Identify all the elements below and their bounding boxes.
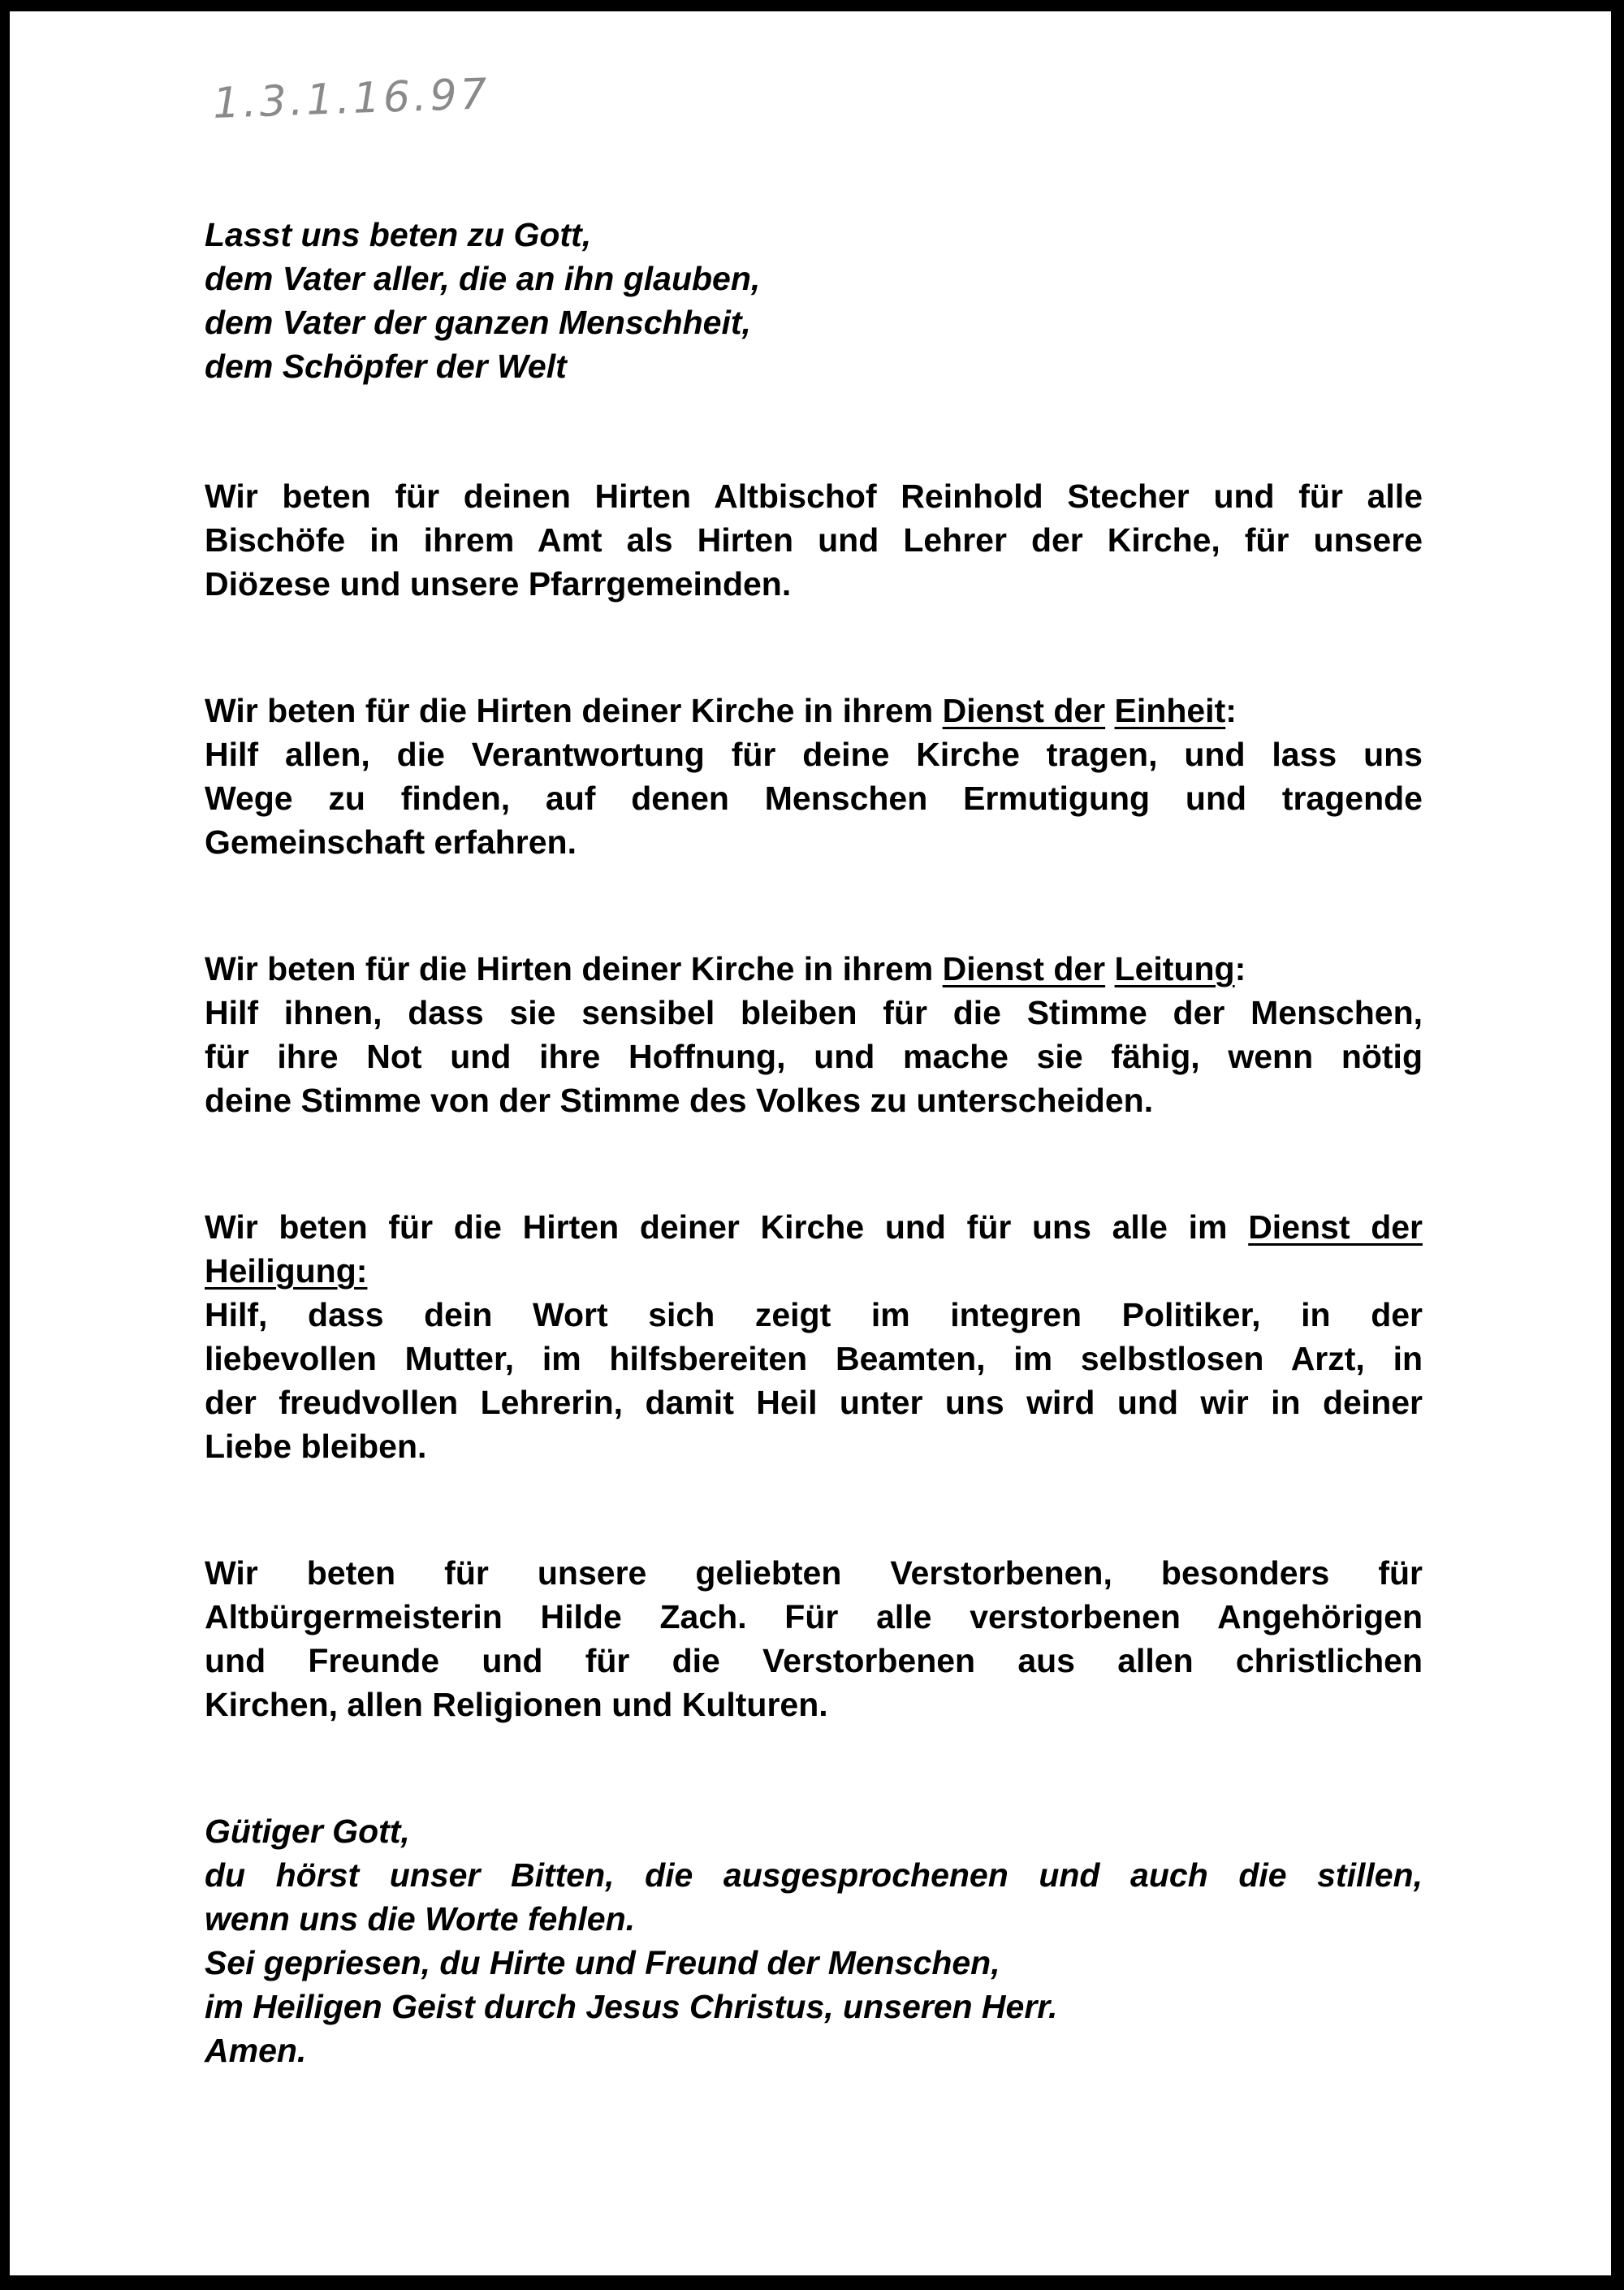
petition-bishops: [205, 474, 1423, 606]
petition-sanctification: [205, 1205, 1423, 1468]
petition-line: der freudvollen Lehrerin, damit Heil unter uns wird und wir in deiner: [205, 1384, 1423, 1421]
petition-line: Gemeinschaft erfahren.: [205, 823, 577, 861]
petition-line: Hilf ihnen, dass sie sensibel bleiben für die Stimme der Menschen,: [205, 994, 1423, 1031]
petition-line: Kirchen, allen Religionen und Kulturen.: [205, 1686, 828, 1723]
service-underlined: Dienst der: [942, 950, 1106, 987]
petition-heading: [205, 947, 1423, 991]
petition-heading-cont: [205, 1249, 1423, 1293]
handwritten-archive-number: 1.3.1.16.97: [212, 70, 491, 128]
petition-line: Diözese und unsere Pfarrgemeinden.: [205, 565, 792, 603]
petition-line: Bischöfe in ihrem Amt als Hirten und Lehrer der Kirche, für unsere: [205, 521, 1423, 559]
petition-line: Wir beten für unsere geliebten Verstorbenen, besonders für: [205, 1554, 1423, 1592]
conclusion-line: Amen.: [205, 2032, 307, 2069]
petition-heading-text: Wir beten für die Hirten deiner Kirche in ihrem: [205, 692, 943, 729]
petition-line: liebevollen Mutter, im hilfsbereiten Beamten, im selbstlosen Arzt, in: [205, 1340, 1423, 1377]
petition-heading: [205, 1205, 1423, 1249]
heading-colon: :: [1225, 692, 1237, 729]
petition-line: deine Stimme von der Stimme des Volkes zu unterscheiden.: [205, 1082, 1154, 1119]
invitation-line: dem Schöpfer der Welt: [205, 348, 567, 385]
petition-heading: [205, 689, 1423, 732]
prayer-document: [205, 213, 1423, 2072]
conclusion-line: du hörst unser Bitten, die ausgesprochenen und auch die stillen,: [205, 1856, 1423, 1894]
conclusion-line: Gütiger Gott,: [205, 1813, 410, 1850]
conclusion-block: [205, 1809, 1423, 2072]
petition-unity: [205, 689, 1423, 864]
invitation-block: [205, 213, 1423, 388]
conclusion-line: Sei gepriesen, du Hirte und Freund der Menschen,: [205, 1944, 1000, 1981]
invitation-line: dem Vater aller, die an ihn glauben,: [205, 260, 761, 297]
service-underlined: Heiligung:: [205, 1252, 368, 1290]
heading-colon: :: [1234, 950, 1246, 987]
invitation-line: dem Vater der ganzen Menschheit,: [205, 304, 751, 341]
petition-line: Hilf allen, die Verantwortung für deine Kirche tragen, und lass uns: [205, 736, 1423, 773]
petition-heading-text: Wir beten für die Hirten deiner Kirche in ihrem: [205, 950, 943, 987]
invitation-line: Lasst uns beten zu Gott,: [205, 216, 592, 253]
petition-deceased: [205, 1551, 1423, 1726]
service-underlined: Einheit: [1114, 692, 1226, 729]
conclusion-line: wenn uns die Worte fehlen.: [205, 1900, 636, 1938]
petition-line: Wir beten für deinen Hirten Altbischof Reinhold Stecher und für alle: [205, 477, 1423, 515]
petition-leadership: [205, 947, 1423, 1122]
petition-line: Hilf, dass dein Wort sich zeigt im integren Politiker, in der: [205, 1296, 1423, 1333]
petition-line: und Freunde und für die Verstorbenen aus allen christlichen: [205, 1642, 1423, 1679]
petition-line: Wege zu finden, auf denen Menschen Ermutigung und tragende: [205, 780, 1423, 817]
service-underlined: Leitung: [1114, 950, 1235, 987]
petition-line: Liebe bleiben.: [205, 1428, 427, 1465]
petition-heading-text: Wir beten für die Hirten deiner Kirche und für uns alle im: [205, 1208, 1249, 1246]
conclusion-line: im Heiligen Geist durch Jesus Christus, unseren Herr.: [205, 1988, 1058, 2025]
petition-line: Altbürgermeisterin Hilde Zach. Für alle verstorbenen Angehörigen: [205, 1598, 1423, 1635]
service-underlined: Dienst der: [942, 692, 1106, 729]
service-underlined: Dienst der: [1248, 1208, 1423, 1246]
petition-line: für ihre Not und ihre Hoffnung, und mache sie fähig, wenn nötig: [205, 1038, 1423, 1075]
